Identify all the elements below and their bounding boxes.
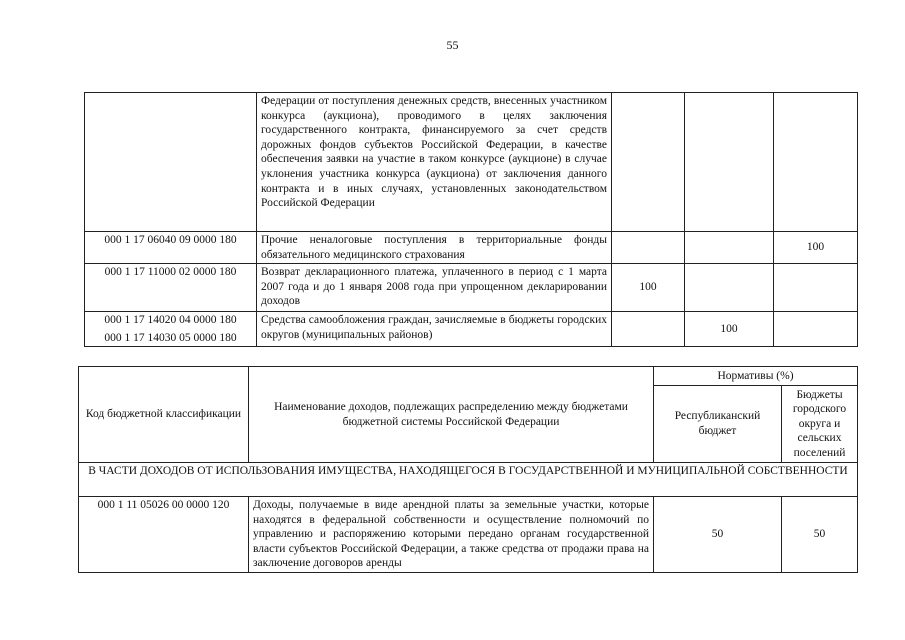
republic-header: Республиканский бюджет — [654, 386, 782, 463]
name-cell: Доходы, получаемые в виде арендной платы за земельные участки, которые находятся в федеральной собственности и осуществление полномочий по управлению и распоряжению которыми передано органам государственной власти субъектов Российской Федерации, а также средства от продажи права на заключение договоров аренды — [249, 497, 654, 573]
value-cell-3 — [774, 312, 858, 347]
table-row — [79, 497, 858, 573]
name-cell: Прочие неналоговые поступления в территориальные фонды обязательного медицинского страхования — [257, 232, 612, 264]
value-cell-1 — [612, 232, 685, 264]
code-line: 000 1 17 06040 09 0000 180 — [104, 234, 237, 246]
value-cell-2: 100 — [685, 312, 774, 347]
value-cell-1: 100 — [612, 264, 685, 312]
code-line: 000 1 17 11000 02 0000 180 — [104, 266, 237, 279]
section-title: В ЧАСТИ ДОХОДОВ ОТ ИСПОЛЬЗОВАНИЯ ИМУЩЕСТВА, НАХОДЯЩЕГОСЯ В ГОСУДАРСТВЕННОЙ И МУНИЦИПАЛЬНОЙ СОБСТВЕННОСТИ — [79, 463, 858, 497]
code-cell — [85, 312, 257, 347]
value-cell-3 — [774, 93, 858, 232]
code-cell — [85, 264, 257, 312]
name-header: Наименование доходов, подлежащих распределению между бюджетами бюджетной системы Российской Федерации — [249, 367, 654, 463]
code-line: 000 1 17 14020 04 0000 180 — [104, 314, 237, 327]
code-cell: 000 1 11 05026 00 0000 120 — [79, 497, 249, 573]
code-header: Код бюджетной классификации — [79, 367, 249, 463]
name-cell: Возврат декларационного платежа, уплаченного в период с 1 марта 2007 года и до 1 января 2008 года при упрощенном декларировании доходов — [257, 264, 612, 312]
norms-header: Нормативы (%) — [654, 367, 858, 386]
header-row — [79, 367, 858, 386]
local-header: Бюджеты городского округа и сельских поселений — [782, 386, 858, 463]
value-cell-1 — [612, 312, 685, 347]
republic-value: 50 — [654, 497, 782, 573]
top-table — [84, 92, 858, 347]
local-value: 50 — [782, 497, 858, 573]
table-row — [85, 312, 858, 347]
value-cell-2 — [685, 93, 774, 232]
value-cell-2 — [685, 232, 774, 264]
section-row — [79, 463, 858, 497]
page-number: 55 — [446, 38, 459, 52]
value-cell-3: 100 — [774, 232, 858, 264]
name-cell: Федерации от поступления денежных средств, внесенных участником конкурса (аукциона), проводимого в целях заключения государственного контракта, финансируемого за счет средств дорожных фондов субъектов Российской Федерации, в качестве обеспечения заявки на участие в таком конкурсе (аукционе) в случае уклонения участника конкурса (аукциона) от заключения данного контракта и в иных случаях, установленных законодательством Российской Федерации — [257, 93, 612, 232]
code-line: 000 1 17 14030 05 0000 180 — [104, 331, 237, 344]
table-row — [85, 264, 858, 312]
value-cell-3 — [774, 264, 858, 312]
value-cell-1 — [612, 93, 685, 232]
value-cell-2 — [685, 264, 774, 312]
code-cell — [85, 93, 257, 232]
table-row — [85, 232, 858, 264]
name-cell: Средства самообложения граждан, зачисляемые в бюджеты городских округов (муниципальных районов) — [257, 312, 612, 347]
table-row — [85, 93, 858, 232]
bottom-table — [78, 366, 858, 573]
code-cell — [85, 232, 257, 264]
